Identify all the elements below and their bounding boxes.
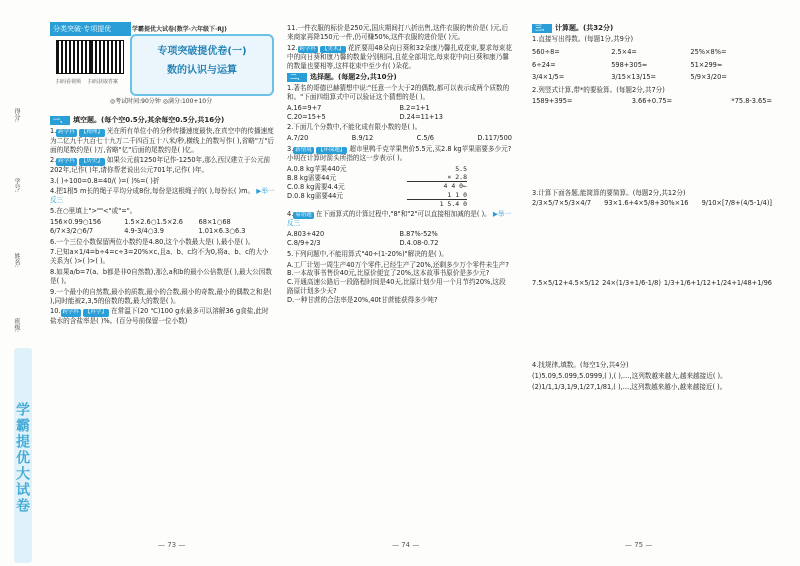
option[interactable]: A.0.8 kg苹果440元	[287, 165, 347, 174]
column-page-75	[532, 22, 772, 394]
calc-question-1: 1.直接写出得数。(每题1分,共9分)	[532, 35, 634, 44]
badge: 【科学】	[85, 309, 108, 316]
math-item: 3/4×1/5=	[532, 73, 565, 82]
name-label: 姓名:	[13, 253, 20, 268]
practice-link[interactable]: ▶举一反三	[287, 209, 512, 228]
compare-item: 1.01×6.3○6.3	[198, 226, 246, 235]
compare-item: 6/7×3/2○6/7	[50, 226, 94, 235]
question-8: 8.如果a/b=7(a、b都是非0自然数),那么a和b的最小公倍数是( ),最大公因数是( )。	[50, 268, 272, 285]
vertical-calc-items	[532, 97, 772, 187]
option[interactable]: A.803+420	[287, 230, 325, 239]
section-number: 三、	[532, 24, 552, 33]
section-number: 二、	[287, 73, 307, 82]
compare-item: 4.9-3/4○3.9	[124, 226, 164, 235]
class-label: 班级:	[13, 318, 20, 333]
badge: 跨学科	[62, 309, 80, 316]
section-number: 一、	[50, 116, 70, 125]
option[interactable]: D.4.08-0.72	[399, 238, 439, 247]
question-2: 2. 跨学科 【历史】 如果公元前1250年记作-1250年,那么西汉建立于公元前202年,记作( )年,请你帮老说出公元701年,记作( )年。	[50, 156, 271, 174]
badge: 跨学科	[58, 129, 75, 136]
page-number: — 75 —	[625, 541, 653, 549]
mc-question-2: 2.下面几个分数中,不能化成有限小数的是( )。	[287, 123, 422, 132]
badge: 【物理】	[80, 129, 103, 136]
question-10: 10. 跨学科 【科学】 在常温下(20 ℃)100 g水最多可以溶解36 g食盐,此时盐水的含盐率是( )%。(百分号前保留一位小数)	[50, 307, 269, 325]
math-item: 1589+395=	[532, 96, 573, 105]
math-item: 5/9×3/20=	[690, 73, 727, 82]
section-title: 选择题。(每题2分,共10分)	[310, 72, 397, 81]
brand-strip: 学霸提优大试卷	[14, 348, 32, 563]
pattern-item: (1)5.09,5.099,5.0999,( ),( ),…,这列数越来越大,越来越接近( )。	[532, 372, 727, 381]
question-11: 11.一件衣服的标价是250元,国庆期间打八折出售,这件衣服的售价是( )元,后来商家再降150元一件,仍可赚50%,这件衣服的进价是( )元。	[287, 24, 509, 41]
option[interactable]: D.一种甘蔗的合法率是20%,40t甘蔗能获得多少吨?	[287, 295, 438, 304]
question-7: 7.已知a×1/4=b÷4=c÷3=20%×c,且a、b、c均不为0,将a、b、c的大小关系为( )>( )>( )。	[50, 248, 269, 266]
option[interactable]: C.开通高速公路后一段路程时间是40天,比原计划少用一个月节约20%,这段路原计划多少天?	[287, 278, 506, 295]
math-item: 2.5×4=	[611, 48, 637, 57]
page-number: — 74 —	[392, 541, 420, 549]
scan-video-label: 扫码看视频	[56, 79, 82, 85]
badge: 【环保题】	[317, 147, 346, 154]
option[interactable]: D.117/500	[477, 134, 512, 143]
category-banner: 分类突破·专项提优	[50, 22, 131, 36]
exam-meta: ◎考试时间:90分钟 ◎满分:100+10分	[109, 98, 213, 105]
mc-options-1	[287, 104, 512, 122]
option[interactable]: A.16=9+7	[287, 103, 322, 112]
question-12: 12. 跨学科 【美术】 花匠要用48朵向日葵和32朵康乃馨扎成花束,要求每束花中的向日葵和康乃馨的数量分别相同,且花全部用完,每束花中向日葵和康乃馨的数量也要相等,这样花束中至少有( )朵花。	[287, 43, 512, 70]
score-label: 得分:	[13, 108, 20, 123]
student-id-label: 学号:	[13, 178, 20, 193]
math-item: 2/3×5/7×5/3×4/7	[532, 199, 592, 208]
badge: 跨学科	[58, 158, 75, 165]
mc-question-4: 4. 易错题 在下面算式的计算过程中,"8"和"2"可以直接相加减的是( )。 ▶举一反三	[287, 209, 512, 228]
option[interactable]: A.工厂计划一周生产40万个零件,已经生产了20%,还剩多少万个零件未生产?	[287, 260, 509, 269]
question-5: 5.在○里填上">""<"或"="。	[50, 207, 137, 216]
vertical-calc	[407, 165, 467, 208]
option[interactable]: B.9/12	[351, 134, 374, 143]
calc-question-4: 4.找规律,填数。(每空1分,共4分)	[532, 361, 629, 370]
mc-options-4	[287, 230, 512, 248]
paper-title: 专项突破提优卷(一)	[157, 46, 247, 57]
mental-math-grid	[532, 46, 772, 84]
mc-options-2	[287, 134, 512, 143]
badge: 跨学科	[299, 45, 317, 52]
badge: 易错题	[295, 211, 312, 218]
simplify-row-1	[532, 199, 772, 279]
student-info-sidebar	[10, 28, 38, 558]
math-item: 1/3+1/6+1/12+1/24+1/48+1/96	[663, 279, 772, 288]
math-item: *75.8-3.65=	[731, 96, 772, 105]
math-item: 25%×8%=	[690, 48, 727, 57]
badge: 新情境	[295, 147, 312, 154]
calc-line: 4 4 0←	[443, 182, 467, 191]
header-block	[50, 22, 272, 106]
question-4: 4.把1根5 m长的绳子平均分成8份,每份是这根绳子的( ),每份长( )m。 ▶举一反三	[50, 187, 275, 205]
answer-qr-code-icon[interactable]	[90, 40, 124, 74]
section-title: 填空题。(每个空0.5分,其余每空0.5分,共16分)	[73, 116, 225, 124]
math-item: 3.66+0.75=	[631, 96, 673, 105]
title-box	[130, 34, 274, 96]
math-item: 560÷8=	[532, 48, 560, 57]
math-item: 24×(1/3+1/6-1/8)	[602, 279, 661, 288]
option[interactable]: C.8/9+2/3	[287, 238, 321, 247]
option[interactable]: D.24=11+13	[399, 112, 443, 121]
page-number: — 73 —	[158, 541, 186, 549]
math-item: 3/15×13/15=	[611, 73, 657, 82]
question-1: 1. 跨学科 【物理】 光在所有单位小的分秒传播速度最快,在真空中的传播速度为二亿九千九百七十九万二千四百五十八米/秒,横线上的数写作( ),省略"万"后面的尾数约是( )万,省略"亿"后面的尾数约是( )亿。	[50, 127, 275, 154]
calc-line: 1 5.4 0	[439, 199, 467, 208]
option[interactable]: A.7/20	[287, 134, 309, 143]
mc-question-3: 3. 新情境 【环保题】 超市里鸭千克苹果售价5.5元,买2.8 kg苹果需要多少元?小明在计算时箭头所指的这一步表示( )。	[287, 145, 512, 163]
mc-question-5: 5.下列问题中,不能用算式"40÷(1-20%)"解决的是( )。	[287, 249, 448, 258]
mc-question-1: 1.著名的哥德巴赫猜想中说:"任意一个大于2的偶数,都可以表示成两个质数的和。"下面四组算式中可以验证这个猜想的是( )。	[287, 84, 510, 101]
math-item: 9/10×[7/8+(4/5-1/4)]	[701, 199, 772, 208]
mc-options-3	[287, 165, 407, 208]
calc-question-3: 3.计算下面各题,能简算的要简算。(每题2分,共12分)	[532, 188, 686, 197]
option[interactable]: C.20=15+5	[287, 112, 326, 121]
option[interactable]: C.5/6	[416, 134, 434, 143]
practice-link[interactable]: ▶举一反三	[50, 187, 275, 205]
column-page-73	[50, 114, 275, 328]
option[interactable]: D.0.8 kg需要44元	[287, 191, 343, 200]
math-item: 51×299≈	[690, 60, 723, 69]
math-item: 6÷24=	[532, 60, 556, 69]
option[interactable]: B.一本故事书售价40元,比原价便宜了20%,这本故事书原价是多少元?	[287, 269, 490, 278]
option[interactable]: B.87%-52%	[399, 230, 438, 239]
question-9: 9.一个最小的自然数,最小的质数,最小的合数,最小的奇数,最小的偶数之和是( ),同时能被2,3,5的倍数的数,最大的数是( )。	[50, 287, 272, 305]
question-6: 6.一个三位小数保留两位小数约是4.80,这个小数最大是( ),最小是( )。	[50, 237, 255, 246]
series-title: 学霸提优大试卷(数学·六年级下·RJ)	[132, 26, 227, 33]
badge: 【历史】	[80, 158, 103, 165]
scan-answer-label: 扫码获取答案	[88, 79, 119, 85]
mc-options-5	[287, 261, 512, 305]
math-item: 598+305≈	[611, 60, 648, 69]
compare-item: 156×0.99○156	[50, 217, 102, 226]
option[interactable]: C.0.8 kg需要4.4元	[287, 182, 345, 191]
question-3: 3.( )÷100=0.8=40/( )=( )%=( )折	[50, 176, 160, 185]
simplify-row-2	[532, 279, 772, 359]
question-5-grid	[50, 218, 275, 236]
calc-question-2: 2.列竖式计算,带*的要验算。(每题2分,共7分)	[532, 85, 665, 94]
option[interactable]: B.2=1+1	[399, 103, 430, 112]
math-item: 7.5×5/12+4.5×5/12	[532, 279, 600, 288]
option[interactable]: B.8 kg需要44元	[287, 174, 337, 183]
mc-3-body	[287, 165, 512, 208]
calc-line: × 2.8	[407, 173, 467, 182]
compare-item: 68×1○68	[198, 217, 231, 226]
section-title: 计算题。(共32分)	[555, 24, 614, 32]
math-item: 93×1.6+4×5/8+30%×16	[604, 199, 689, 208]
column-page-74	[287, 22, 512, 305]
paper-subtitle: 数的认识与运算	[167, 65, 237, 76]
calc-line: 5.5	[455, 165, 467, 174]
pattern-item: (2)1/1,1/3,1/9,1/27,1/81,( ),…,这列数越来越小,越来越接近( )。	[532, 383, 727, 392]
calc-line: 1 1 0	[407, 191, 467, 200]
compare-item: 1.5×2.6○1.5×2.6	[124, 217, 183, 226]
video-qr-code-icon[interactable]	[56, 40, 90, 74]
badge: 【美术】	[322, 45, 345, 52]
